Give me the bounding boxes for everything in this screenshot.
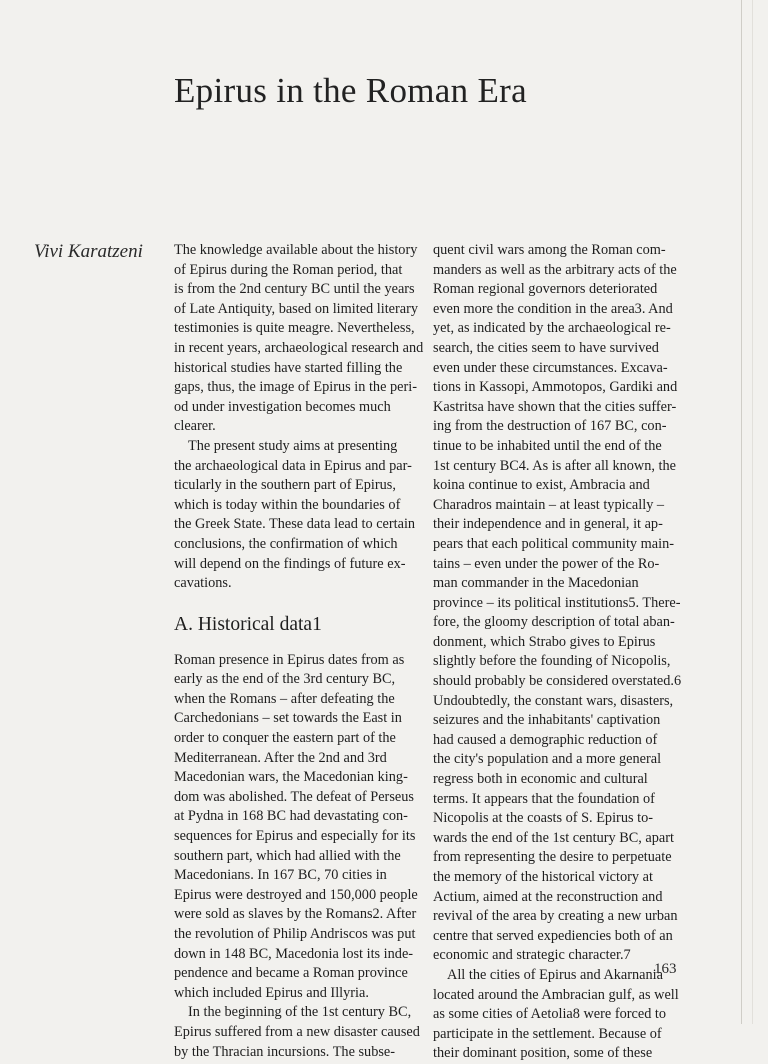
text-line: down in 148 BC, Macedonia lost its inde- — [174, 945, 414, 962]
text-line: Undoubtedly, the constant wars, disasters, — [433, 692, 674, 709]
text-line: dom was abolished. The defeat of Perseus — [174, 788, 414, 805]
text-line: province – its political institutions5. There- — [433, 594, 681, 611]
text-line: the revolution of Philip Andriscos was put — [174, 926, 416, 942]
text-line: quent civil wars among the Roman com- — [433, 242, 666, 258]
text-line: Roman regional governors deteriorated — [433, 281, 658, 298]
text-line: Roman presence in Epirus dates from as — [174, 651, 405, 668]
text-line: even more the condition in the area3. And — [433, 300, 673, 317]
text-line: pears that each political community main- — [433, 535, 674, 552]
text-line: which is today within the boundaries of — [174, 496, 401, 513]
text-line: Actium, aimed at the reconstruction and — [433, 888, 663, 905]
text-line: Mediterranean. After the 2nd and 3rd — [174, 749, 387, 766]
text-line: The present study aims at presenting — [188, 437, 398, 454]
text-line: which included Epirus and Illyria. — [174, 984, 369, 1001]
text-line: by the Thracian incursions. The subse- — [174, 1043, 396, 1060]
paragraph-intro — [174, 241, 424, 437]
text-line: the Greek State. These data lead to certain — [174, 516, 416, 533]
paragraph-thracian — [174, 1003, 420, 1062]
text-line: 1st century BC4. As is after all known, the — [433, 457, 677, 474]
text-line: Macedonian wars, the Macedonian king- — [174, 769, 408, 786]
text-line: slightly before the founding of Nicopolis, — [433, 653, 671, 670]
text-line: The knowledge available about the history — [174, 242, 418, 258]
text-line: of Late Antiquity, based on limited literary — [174, 300, 419, 317]
text-line: seizures and the inhabitants' captivation — [433, 712, 661, 729]
text-line: Epirus suffered from a new disaster caused — [174, 1023, 420, 1040]
text-line: southern part, which had allied with the — [174, 847, 401, 864]
text-line: should probably be considered overstated.6 — [433, 673, 682, 690]
text-line: historical studies have started filling the — [174, 359, 403, 376]
text-line: their independence and in general, it ap- — [433, 516, 663, 533]
text-line: centre that served expediencies both of an — [433, 927, 673, 944]
text-line: economic and strategic character.7 — [433, 947, 631, 964]
text-line: tinue to be inhabited until the end of the — [433, 437, 662, 454]
author-name: Vivi Karatzeni — [34, 241, 143, 262]
text-line: search, the cities seem to have survived — [433, 339, 659, 356]
text-line: testimonies is quite meagre. Nevertheless, — [174, 320, 415, 337]
article-title: Epirus in the Roman Era — [174, 71, 527, 110]
text-line: order to conquer the eastern part of the — [174, 730, 396, 747]
text-line: sequences for Epirus and especially for its — [174, 828, 416, 845]
text-line: is from the 2nd century BC until the years — [174, 281, 415, 298]
text-line: were sold as slaves by the Romans2. After — [174, 906, 417, 923]
text-line: the archaeological data in Epirus and par- — [174, 457, 412, 474]
text-line: manders as well as the arbitrary acts of the — [433, 261, 677, 278]
text-line: their dominant position, some of these — [433, 1045, 653, 1062]
text-line: participate in the settlement. Because of — [433, 1025, 662, 1042]
text-line: donment, which Strabo gives to Epirus — [433, 633, 656, 650]
text-line: the city's population and a more general — [433, 751, 662, 768]
text-line: pendence and became a Roman province — [174, 965, 408, 982]
text-line: early as the end of the 3rd century BC, — [174, 671, 396, 688]
page-number: 163 — [654, 961, 677, 977]
text-line: wards the end of the 1st century BC, apart — [433, 829, 674, 846]
page-edge-line — [752, 0, 753, 1024]
paragraph-cities-settlement — [433, 966, 683, 1064]
text-line: man commander in the Macedonian — [433, 575, 639, 592]
text-line: even under these circumstances. Excava- — [433, 359, 668, 376]
text-line: clearer. — [174, 418, 216, 435]
text-line: regress both in economic and cultural — [433, 771, 648, 788]
text-line: as some cities of Aetolia8 were forced to — [433, 1006, 667, 1023]
text-line: tains – even under the power of the Ro- — [433, 555, 660, 572]
text-line: gaps, thus, the image of Epirus in the peri- — [174, 379, 417, 396]
text-line: located around the Ambracian gulf, as well — [433, 986, 679, 1003]
text-line: revival of the area by creating a new urban — [433, 908, 678, 925]
text-line: of Epirus during the Roman period, that — [174, 261, 403, 278]
text-line: when the Romans – after defeating the — [174, 690, 395, 707]
text-line: Epirus were destroyed and 150,000 people — [174, 886, 418, 903]
text-line: Nicopolis at the coasts of S. Epirus to- — [433, 810, 653, 827]
text-column-right — [433, 241, 683, 1064]
text-line: ticularly in the southern part of Epirus, — [174, 477, 396, 494]
text-line: terms. It appears that the foundation of — [433, 790, 655, 807]
text-line: will depend on the findings of future ex- — [174, 555, 406, 572]
text-line: Kastritsa have shown that the cities suffer- — [433, 398, 677, 415]
text-line: Carchedonians – set towards the East in — [174, 710, 402, 727]
text-line: In the beginning of the 1st century BC, — [188, 1004, 412, 1021]
text-line: at Pydna in 168 BC had devastating con- — [174, 808, 408, 825]
text-line: All the cities of Epirus and Akarnania — [447, 966, 663, 983]
text-line: cavations. — [174, 575, 232, 592]
text-column-left — [174, 241, 424, 1062]
section-heading: A. Historical data1 — [174, 613, 322, 635]
text-line: Charadros maintain – at least typically – — [433, 496, 665, 513]
text-line: had caused a demographic reduction of — [433, 731, 658, 748]
text-line: tions in Kassopi, Ammotopos, Gardiki and — [433, 379, 678, 396]
text-line: the memory of the historical victory at — [433, 869, 653, 885]
text-line: Macedonians. In 167 BC, 70 cities in — [174, 867, 387, 884]
text-line: from representing the desire to perpetuate — [433, 849, 672, 866]
paragraph-roman-presence — [174, 651, 418, 1004]
paragraph-civil-wars — [433, 241, 683, 966]
text-line: conclusions, the confirmation of which — [174, 535, 398, 552]
text-line: yet, as indicated by the archaeological re- — [433, 320, 671, 337]
text-line: fore, the gloomy description of total aban- — [433, 614, 675, 631]
page-fold-line — [741, 0, 742, 1024]
text-line: in recent years, archaeological research and — [174, 339, 424, 356]
text-line: koina continue to exist, Ambracia and — [433, 477, 650, 494]
text-line: ing from the destruction of 167 BC, con- — [433, 418, 667, 435]
text-line: od under investigation becomes much — [174, 398, 391, 415]
paragraph-aims — [174, 437, 416, 594]
